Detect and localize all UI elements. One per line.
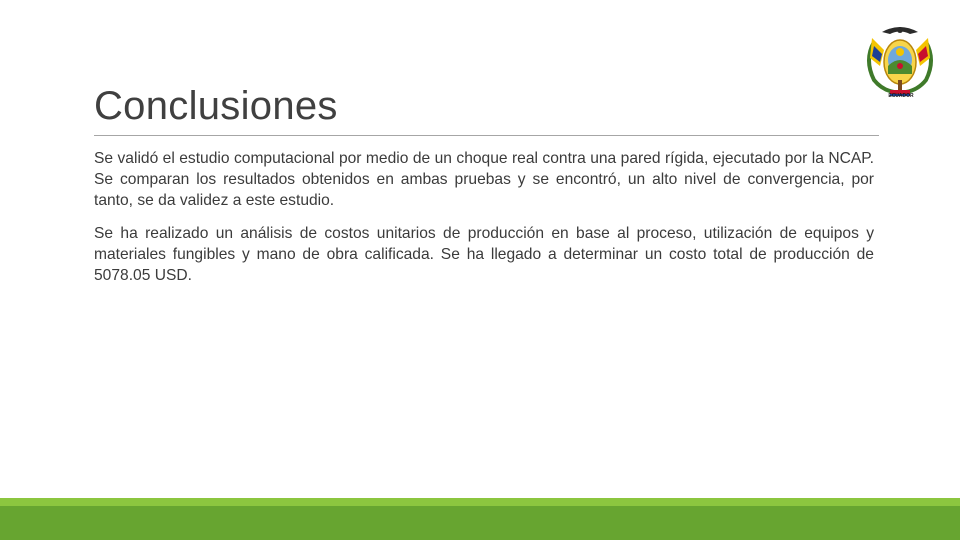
- footer-accent-bar: [0, 498, 960, 506]
- logo-caption: ECUADOR: [888, 93, 914, 99]
- slide-title: Conclusiones: [94, 84, 338, 128]
- paragraph: Se ha realizado un análisis de costos unitarios de producción en base al proceso, utilización de equipos y materiales fungibles y mano de obra calificada. Se ha llegado a determinar un costo total de producción de 5078.05 USD.: [94, 225, 874, 284]
- footer-bar: [0, 506, 960, 540]
- paragraph: Se validó el estudio computacional por medio de un choque real contra una pared rígida, ejecutado por la NCAP. Se comparan los resultados obtenidos en ambas pruebas y se encontró, un alto nivel de convergencia, por tanto, se da validez a este estudio.: [94, 150, 874, 209]
- title-divider: [94, 135, 879, 136]
- coat-of-arms-icon: [860, 20, 940, 102]
- slide-body: [94, 148, 874, 298]
